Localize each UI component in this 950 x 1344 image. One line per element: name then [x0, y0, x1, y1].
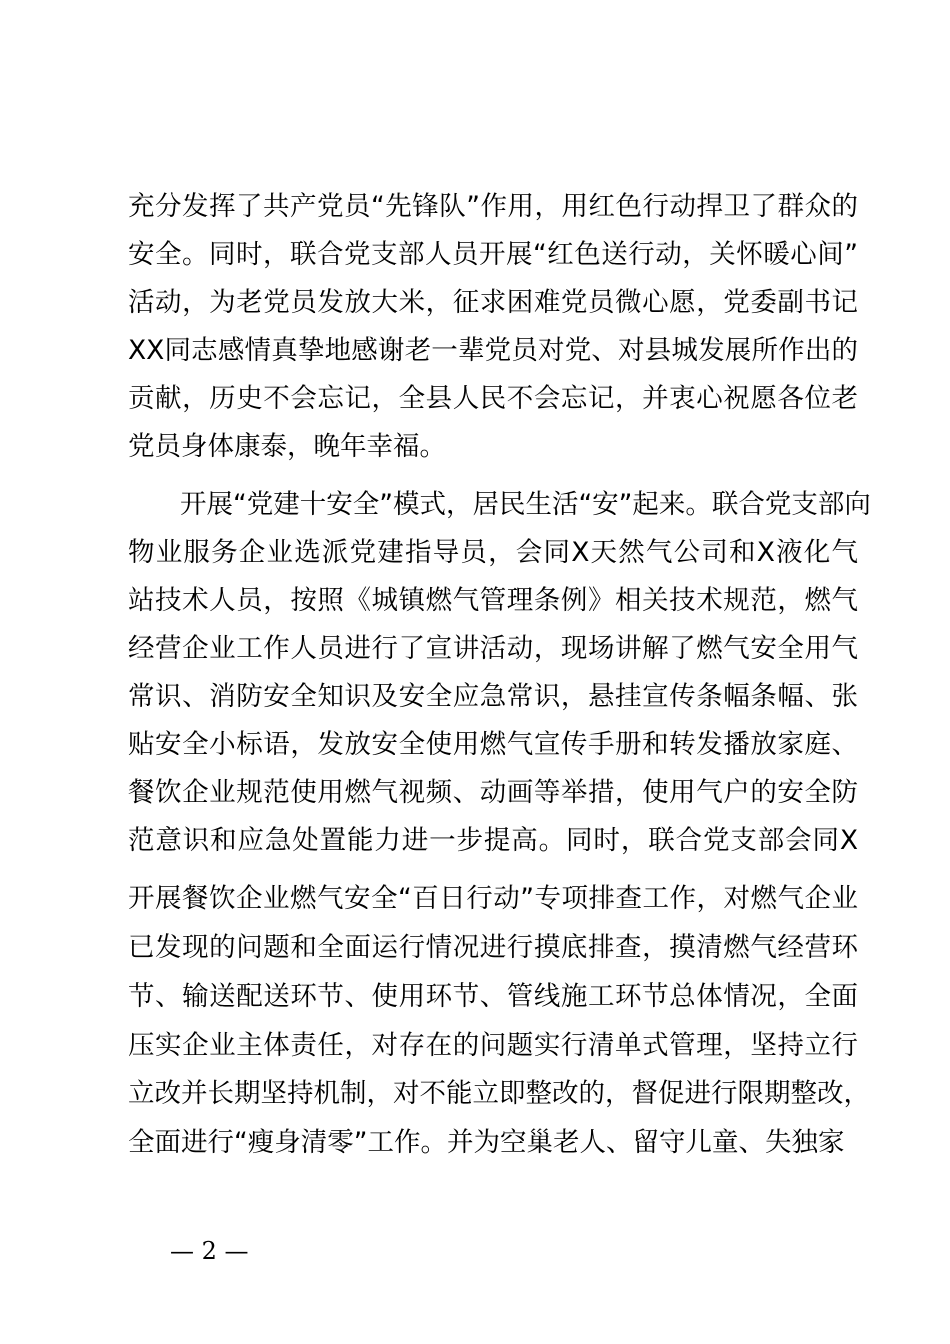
text-line: 安全。同时，联合党支部人员开展“红色送行动，关怀暖心间”: [128, 239, 858, 270]
text-line: 经营企业工作人员进行了宣讲活动，现场讲解了燃气安全用气: [128, 633, 858, 664]
text-line: 贴安全小标语，发放安全使用燃气宣传手册和转发播放家庭、: [128, 729, 858, 760]
text-line: 开展“党建十安全”模式，居民生活“安”起来。联合党支部向: [180, 489, 871, 520]
text-line: XX同志感情真挚地感谢老一辈党员对党、对县城发展所作出的: [128, 335, 858, 366]
text-line: 开展餐饮企业燃气安全“百日行动”专项排查工作，对燃气企业: [128, 883, 858, 914]
text-line: 立改并长期坚持机制，对不能立即整改的，督促进行限期整改，: [128, 1078, 870, 1109]
text-line: 党员身体康泰，晚年幸福。: [128, 431, 446, 462]
text-line: 压实企业主体责任，对存在的问题实行清单式管理，坚持立行: [128, 1030, 858, 1061]
text-line: 站技术人员，按照《城镇燃气管理条例》相关技术规范，燃气: [128, 585, 858, 616]
text-line: 范意识和应急处置能力进一步提高。同时，联合党支部会同X: [128, 825, 858, 856]
text-line: 餐饮企业规范使用燃气视频、动画等举措，使用气户的安全防: [128, 777, 858, 808]
page-number: — 2 —: [170, 1237, 249, 1265]
text-line: 全面进行“瘦身清零”工作。并为空巢老人、留守儿童、失独家: [128, 1127, 845, 1158]
text-line: 常识、消防安全知识及安全应急常识，悬挂宣传条幅条幅、张: [128, 681, 858, 712]
text-line: 物业服务企业选派党建指导员，会同X天然气公司和X液化气: [128, 537, 858, 568]
text-line: 充分发挥了共产党员“先锋队”作用，用红色行动捍卫了群众的: [128, 191, 858, 222]
text-line: 已发现的问题和全面运行情况进行摸底排查，摸清燃气经营环: [128, 932, 858, 963]
text-line: 活动，为老党员发放大米，征求困难党员微心愿，党委副书记: [128, 287, 858, 318]
text-line: 贡献，历史不会忘记，全县人民不会忘记，并衷心祝愿各位老: [128, 383, 858, 414]
text-line: 节、输送配送环节、使用环节、管线施工环节总体情况，全面: [128, 981, 858, 1012]
